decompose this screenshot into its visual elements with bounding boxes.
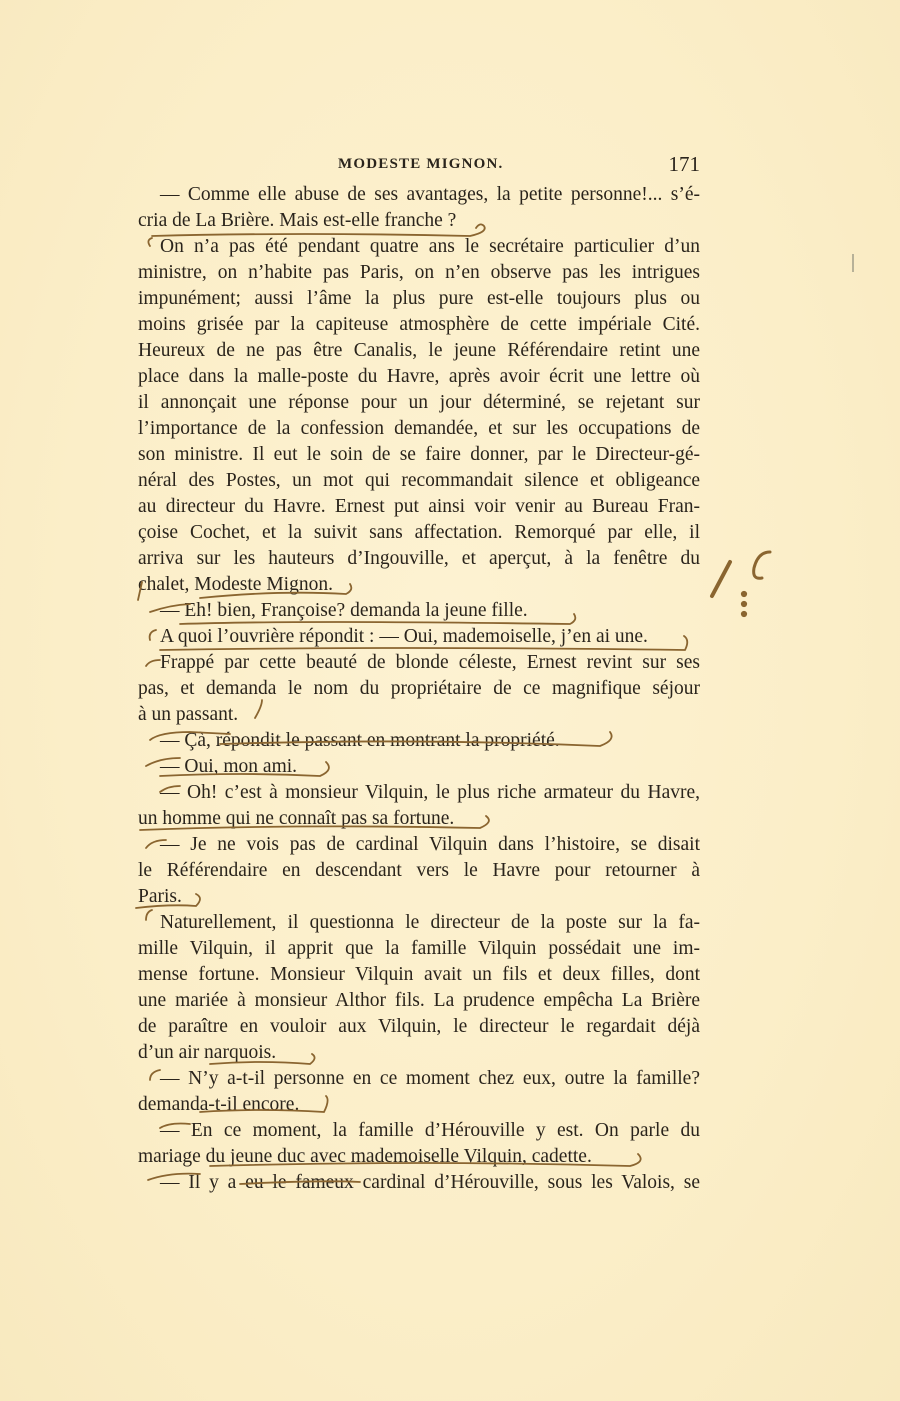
text-line: demanda-t-il encore. bbox=[138, 1094, 300, 1115]
body-text bbox=[138, 182, 700, 1196]
text-line: au directeur du Havre. Ernest put ainsi voir venir au Bureau Fran- bbox=[138, 496, 700, 517]
text-line: mariage du jeune duc avec mademoiselle Vilquin, cadette. bbox=[138, 1146, 592, 1167]
text-line: mille Vilquin, il apprit que la famille Vilquin possédait une im- bbox=[138, 938, 700, 959]
text-line: pas, et demanda le nom du propriétaire de ce magnifique séjour bbox=[138, 678, 700, 699]
text-line: — Çà, répondit le passant en montrant la propriété. bbox=[160, 730, 560, 751]
text-line: impunément; aussi l’âme la plus pure est-elle toujours plus ou bbox=[138, 288, 700, 309]
text-line: — Je ne vois pas de cardinal Vilquin dans l’histoire, se disait bbox=[160, 834, 700, 855]
text-line: — Comme elle abuse de ses avantages, la petite personne!... s’é- bbox=[160, 184, 700, 205]
text-line: Naturellement, il questionna le directeur de la poste sur la fa- bbox=[160, 912, 700, 933]
text-line: On n’a pas été pendant quatre ans le secrétaire particulier d’un bbox=[160, 236, 700, 257]
text-line: à un passant. bbox=[138, 704, 239, 725]
text-line: un homme qui ne connaît pas sa fortune. bbox=[138, 808, 455, 829]
page-number: 171 bbox=[668, 152, 700, 176]
text-line: place dans la malle-poste du Havre, après avoir écrit une lettre où bbox=[138, 366, 700, 387]
text-line: çoise Cochet, et la suivit sans affectation. Remorqué par elle, il bbox=[138, 522, 700, 543]
text-line: Paris. bbox=[138, 886, 182, 907]
text-line: moins grisée par la capiteuse atmosphère de cette impériale Cité. bbox=[138, 314, 700, 335]
text-line: chalet, Modeste Mignon. bbox=[138, 574, 333, 595]
text-line: — N’y a-t-il personne en ce moment chez eux, outre la famille? bbox=[160, 1068, 700, 1089]
text-line: néral des Postes, un mot qui recommandait silence et obligeance bbox=[138, 470, 700, 491]
text-line: de paraître en vouloir aux Vilquin, le directeur le regardait déjà bbox=[138, 1016, 700, 1037]
text-line: — Oh! c’est à monsieur Vilquin, le plus riche armateur du Havre, bbox=[160, 782, 700, 803]
text-line: l’importance de la confession demandée, et sur les occupations de bbox=[138, 418, 700, 439]
text-line: — Oui, mon ami. bbox=[160, 756, 298, 777]
text-line: son ministre. Il eut le soin de se faire donner, par le Directeur-gé- bbox=[138, 444, 700, 465]
text-line: cria de La Brière. Mais est-elle franche ? bbox=[138, 210, 457, 231]
text-line: d’un air narquois. bbox=[138, 1042, 277, 1063]
text-line: A quoi l’ouvrière répondit : — Oui, mademoiselle, j’en ai une. bbox=[160, 626, 648, 647]
text-line: mense fortune. Monsieur Vilquin avait un fils et deux filles, dont bbox=[138, 964, 700, 985]
page-header bbox=[138, 154, 700, 180]
margin-annotation bbox=[712, 552, 770, 617]
text-line: une mariée à monsieur Althor fils. La prudence empêcha La Brière bbox=[138, 990, 700, 1011]
text-line: — En ce moment, la famille d’Hérouville y est. On parle du bbox=[160, 1120, 700, 1141]
text-line: — Eh! bien, Françoise? demanda la jeune fille. bbox=[160, 600, 528, 621]
text-line: arriva sur les hauteurs d’Ingouville, et aperçut, à la fenêtre du bbox=[138, 548, 700, 569]
text-line: ministre, on n’habite pas Paris, on n’en observe pas les intrigues bbox=[138, 262, 700, 283]
text-line: il annonçait une réponse pour un jour déterminé, se rejetant sur bbox=[138, 392, 700, 413]
running-title: MODESTE MIGNON. bbox=[338, 156, 504, 172]
text-line: Frappé par cette beauté de blonde céleste, Ernest revint sur ses bbox=[160, 652, 700, 673]
text-line: le Référendaire en descendant vers le Havre pour retourner à bbox=[138, 860, 700, 881]
text-line: Heureux de ne pas être Canalis, le jeune Référendaire retint une bbox=[138, 340, 700, 361]
text-line: — Il y a eu le fameux cardinal d’Hérouville, sous les Valois, se bbox=[160, 1172, 700, 1193]
